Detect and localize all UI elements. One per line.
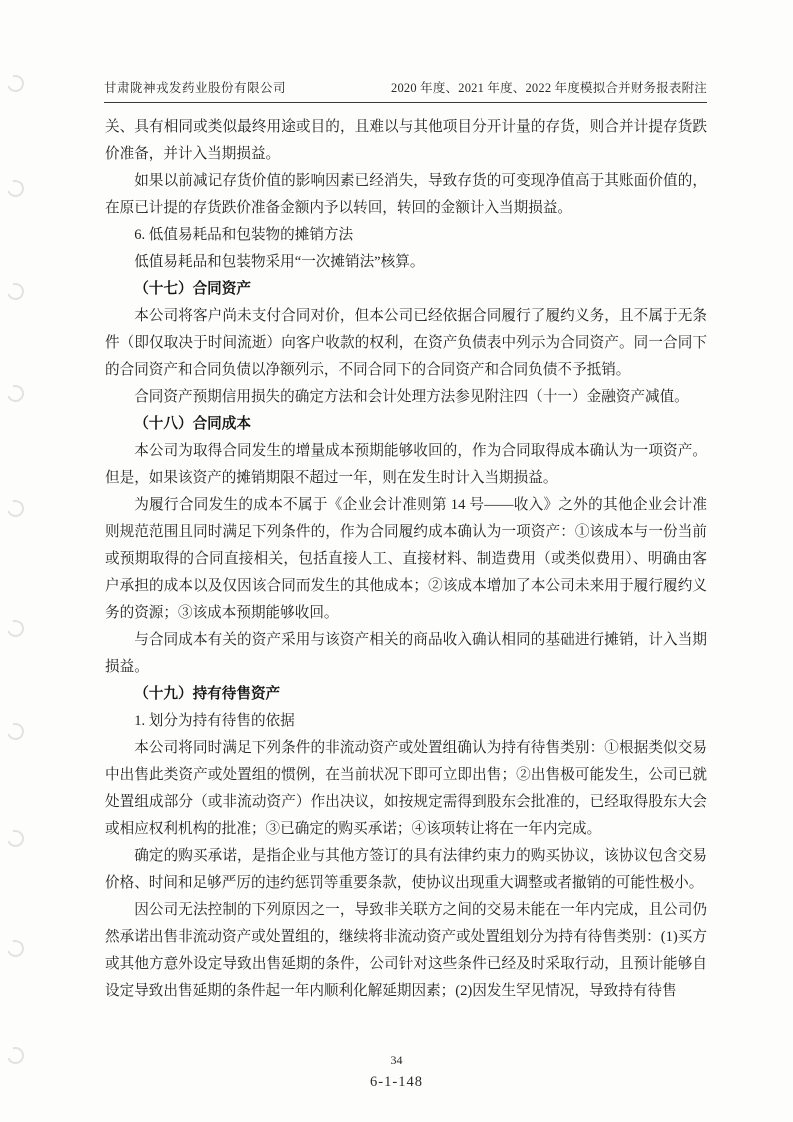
paragraph: 如果以前减记存货价值的影响因素已经消失，导致存货的可变现净值高于其账面价值的，在原已计提的存货跌价准备金额内予以转回，转回的金额计入当期损益。	[105, 173, 707, 216]
binding-hole-mark	[4, 937, 27, 960]
binding-hole-mark	[4, 720, 27, 743]
binding-hole-mark	[4, 280, 27, 303]
paragraph: 关、具有相同或类似最终用途或目的，且难以与其他项目分开计量的存货，则合并计提存货跌价准备，并计入当期损益。	[105, 119, 707, 162]
paragraph: 本公司为取得合同发生的增量成本预期能够收回的，作为合同取得成本确认为一项资产。但是，如果该资产的摊销期限不超过一年，则在发生时计入当期损益。	[105, 443, 707, 486]
section-heading: （十七）合同资产	[134, 281, 251, 297]
paragraph: 与合同成本有关的资产采用与该资产相关的商品收入确认相同的基础进行摊销，计入当期损益。	[105, 632, 707, 675]
paragraph: 确定的购买承诺，是指企业与其他方签订的具有法律约束力的购买协议，该协议包含交易价格、时间和足够严厉的违约惩罚等重要条款，使协议出现重大调整或者撤销的可能性极小。	[105, 848, 707, 891]
page-header	[104, 78, 707, 103]
binding-hole-mark	[4, 827, 27, 850]
binding-hole-mark	[4, 177, 27, 200]
binding-hole-mark	[4, 382, 27, 405]
document-body	[105, 114, 707, 1005]
binding-hole-mark	[4, 72, 27, 95]
report-title: 2020 年度、2021 年度、2022 年度模拟合并财务报表附注	[391, 81, 707, 95]
section-heading: （十八）合同成本	[134, 416, 251, 432]
binding-hole-mark	[4, 617, 27, 640]
page-number: 34	[390, 1053, 403, 1067]
binding-hole-mark	[4, 497, 27, 520]
section-heading: （十九）持有待售资产	[134, 686, 281, 702]
paragraph: 本公司将同时满足下列条件的非流动资产或处置组确认为持有待售类别：①根据类似交易中出售此类资产或处置组的惯例，在当前状况下即可立即出售；②出售极可能发生，公司已就处置组成部分（或非流动资产）作出决议，如按规定需得到股东会批准的，已经取得股东大会或相应权利机构的批准；③已确定的购买承诺；④该项转让将在一年内完成。	[105, 740, 707, 837]
document-number: 6-1-148	[370, 1074, 423, 1090]
paragraph: 合同资产预期信用损失的确定方法和会计处理方法参见附注四（十一）金融资产减值。	[134, 389, 689, 405]
paragraph: 因公司无法控制的下列原因之一，导致非关联方之间的交易未能在一年内完成，且公司仍然承诺出售非流动资产或处置组的，继续将非流动资产或处置组划分为持有待售类别：(1)买方或其他方意外设定导致出售延期的条件，公司针对这些条件已经及时采取行动，且预计能够自设定导致出售延期的条件起一年内顺利化解延期因素；(2)因发生罕见情况，导致持有待售	[105, 902, 707, 999]
paragraph: 本公司将客户尚未支付合同对价，但本公司已经依据合同履行了履约义务，且不属于无条件（即仅取决于时间流逝）向客户收款的权利，在资产负债表中列示为合同资产。同一合同下的合同资产和合同负债以净额列示，不同合同下的合同资产和合同负债不予抵销。	[105, 308, 707, 378]
paragraph: 为履行合同发生的成本不属于《企业会计准则第 14 号——收入》之外的其他企业会计准则规范范围且同时满足下列条件的，作为合同履约成本确认为一项资产：①该成本与一份当前或预期取得的合同直接相关，包括直接人工、直接材料、制造费用（或类似费用）、明确由客户承担的成本以及仅因该合同而发生的其他成本；②该成本增加了本公司未来用于履行履约义务的资源；③该成本预期能够收回。	[105, 497, 707, 621]
paragraph: 6. 低值易耗品和包装物的摊销方法	[134, 227, 354, 243]
paragraph: 1. 划分为持有待售的依据	[134, 713, 295, 729]
paragraph: 低值易耗品和包装物采用“一次摊销法”核算。	[134, 254, 425, 270]
company-name: 甘肃陇神戎发药业股份有限公司	[104, 81, 287, 95]
